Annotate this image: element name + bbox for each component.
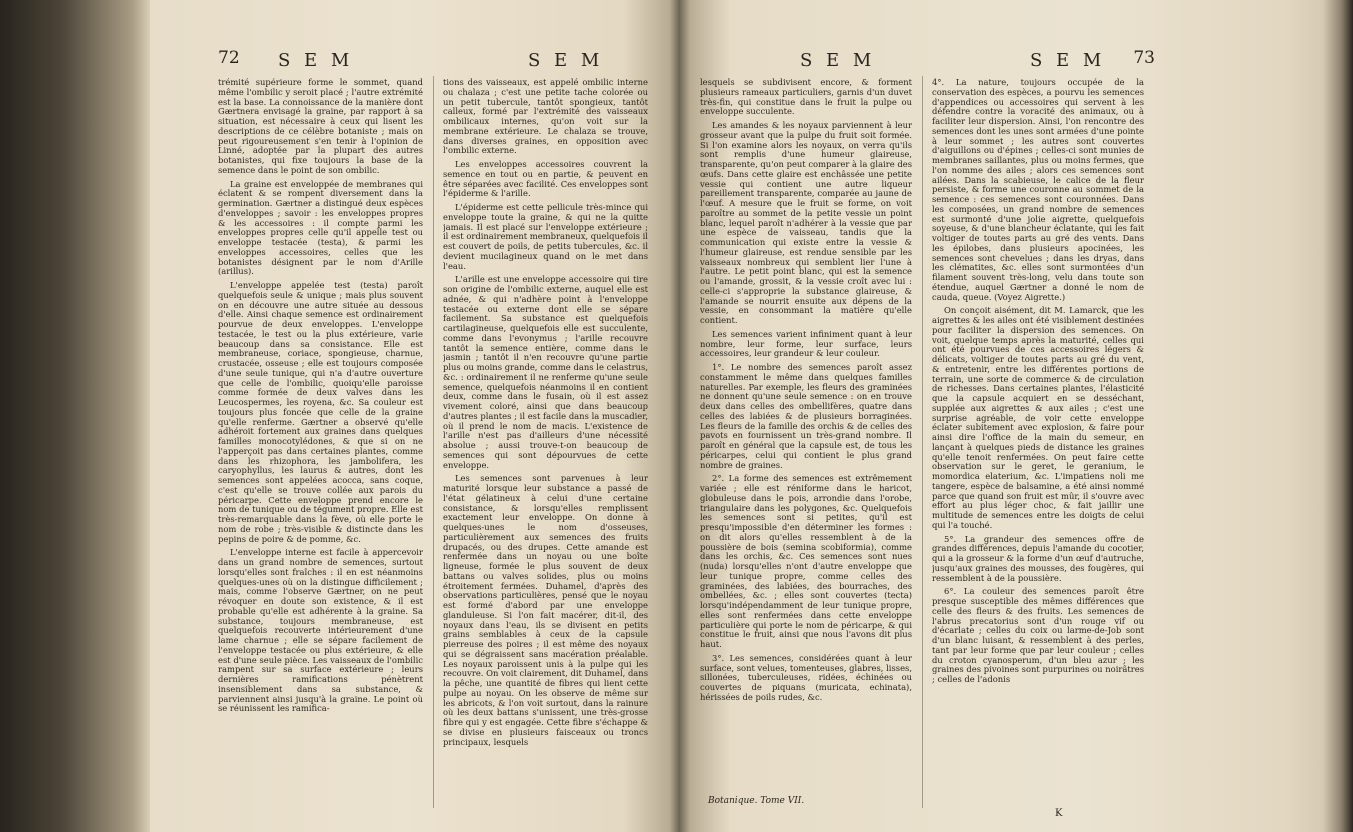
paragraph: 1°. Le nombre des semences paroît assez constamment le même dans quelques familles naturelles. Par exemple, les fleurs des graminées ne donnent qu'une seule semence : on en trouve deux dans celles des ombellifères, quatre dans celles des labiées & de plusieurs borraginées. Les fleurs de la famille des orchis & de celles des pavots en fournissent un très-grand nombre. Il paroît en général que la capsule est, de tous les péricarpes, celui qui contient le plus grand nombre de graines. [700, 362, 912, 470]
signature-mark: K [1055, 808, 1063, 819]
text-column [443, 78, 648, 818]
text-column [700, 78, 912, 792]
paragraph: 6°. La couleur des semences paroît être presque susceptible des mêmes différences que celle des fleurs & des fruits. Les semences de l'abrus precatorius sont d'un rouge vif ou d'écarlate ; celles du coix ou larme-de-Job sont d'un blanc luisant, & ressemblent à des perles, tant par leur forme que par leur couleur ; celles du croton cyanosperum, d'un bleu azur ; les graines des pivoines sont purpurines ou noirâtres ; celles de l'adonis [932, 586, 1144, 684]
running-head-title: S E M [800, 50, 876, 71]
paragraph: Les amandes & les noyaux parviennent à leur grosseur avant que la pulpe du fruit soit formée. Si l'on examine alors les noyaux, on verra qu'ils sont remplis d'une humeur glaireuse, transparente, qu'on peut comparer à la glaire des œufs. Dans cette glaire est enchâssée une petite vessie qui contient une autre liqueur pareillement transparente, comparée au jaune de l'œuf. A mesure que le fruit se forme, on voit paroître au sommet de la petite vessie un point blanc, lequel paroît n'adhérer à la vessie que par une espèce de vaisseau, tandis que la communication qui existe entre la vessie & l'humeur glaireuse, est rendue sensible par les vaisseaux nombreux qui semblent lier l'une à l'autre. Le petit point blanc, qui est la semence ou l'amande, grossit, & la vessie croît avec lui : celle-ci s'approprie la substance glaireuse, & l'amande se nourrit ensuite aux dépens de la vessie, en consommant la matière qu'elle contient. [700, 120, 912, 325]
book-edge-right [1323, 0, 1353, 832]
paragraph: trémité supérieure forme le sommet, quand même l'ombilic y seroit placé ; l'autre extrémité est la base. La connoissance de la manière dont Gærtnera envisagé la graine, par rapport à sa situation, est nécessaire à ceux qui lisent les descriptions de ce célèbre botaniste ; mais on peut rigoureusement s'en tenir à l'opinion de Linné, adoptée par la plupart des autres botanistes, qui fixe toujours la base de la semence dans le point de son ombilic. [218, 78, 423, 175]
paragraph: L'arille est une enveloppe accessoire qui tire son origine de l'ombilic externe, auquel elle est adnée, & qui n'adhère point à l'enveloppe testacée ou externe dont elle se sépare facilement. Sa substance est quelquefois cartilagineuse, quelquefois elle est succulente, comme dans l'evonymus ; l'arille recouvre tantôt la semence entière, comme dans le jasmin ; tantôt il n'en recouvre qu'une partie plus ou moins grande, comme dans le celastrus, &c. : ordinairement il ne renferme qu'une seule semence, quelquefois néanmoins il en contient deux, comme dans le fusain, où il est assez vivement coloré, ainsi que dans beaucoup d'autres plantes ; il est facile dans la muscadier, où il prend le nom de macis. L'existence de l'arille n'est pas d'ailleurs d'une nécessité absolue ; aussi trouve-t-on beaucoup de semences qui sont dépourvues de cette enveloppe. [443, 274, 648, 470]
running-head-title: S E M [528, 50, 604, 71]
page-number: 72 [218, 48, 240, 68]
text-column [932, 78, 1144, 804]
right-running-head [700, 48, 1155, 76]
column-rule [433, 76, 434, 808]
text-column [218, 78, 423, 818]
paragraph: 5°. La grandeur des semences offre de grandes différences, depuis l'amande du cocotier, qui a la grosseur & la forme d'un œuf d'autruche, jusqu'aux graines des mousses, des fougères, qui ressemblent à de la poussière. [932, 533, 1144, 583]
paragraph: L'épiderme est cette pellicule très-mince qui enveloppe toute la graine, & qui ne la quitte jamais. Il est placé sur l'enveloppe extérieure ; il est ordinairement membraneux, quelquefois il est couvert de poils, de petits tubercules, &c. il devient mucilagineux quand on le met dans l'eau. [443, 202, 648, 271]
paragraph: Les enveloppes accessoires couvrent la semence en tout ou en partie, & peuvent en être séparées avec facilité. Ces enveloppes sont l'épiderme & l'arille. [443, 159, 648, 199]
paragraph: tions des vaisseaux, est appelé ombilic interne ou chalaza ; c'est une petite tache colorée ou un petit tubercule, tantôt spongieux, tantôt calleux, formé par l'extrémité des vaisseaux ombilicaux internes, qu'on voit sur la membrane extérieure. Le chalaza se trouve, dans diverses graines, en opposition avec l'ombilic externe. [443, 78, 648, 156]
page-footer: Botanique. Tome VII. [708, 796, 805, 806]
paragraph: 4°. La nature, toujours occupée de la conservation des espèces, a pourvu les semences d'appendices ou accessoires qui servent à les défendre contre la voracité des animaux, ou à faciliter leur dispersion. Ainsi, l'on rencontre des semences dont les unes sont armées d'une pointe à leur sommet ; les autres sont couvertes d'aiguillons ou d'épines ; celles-ci sont munies de membranes saillantes, plus ou moins fermes, que l'on nomme des ailes ; alors ces semences sont ailées. Dans la scabieuse, le calice de la fleur persiste, & forme une couronne au sommet de la semence : ces semences sont couronnées. Dans les composées, un grand nombre de semences est surmonté d'une jolie aigrette, quelquefois soyeuse, & d'une blancheur éclatante, qui les fait voltiger de toutes parts au gré des vents. Dans les épilobes, dans plusieurs apocinées, les semences sont chevelues ; dans les dryas, dans les clématites, &c. elles sont surmontées d'un filament souvent très-long, velu dans toute son étendue, auquel Gærtner a donné le nom de cauda, queue. (Voyez Aigrette.) [932, 78, 1144, 302]
left-running-head [218, 48, 658, 76]
paragraph: On conçoit aisément, dit M. Lamarck, que les aigrettes & les ailes ont été visiblement destinées pour faciliter la dispersion des semences. On voit, quelque temps après la maturité, celles qui ont été pourvues de ces accessoires légers & délicats, voltiger de toutes parts au gré du vent, & entretenir, entre les différentes portions de terrain, une sorte de commerce & de circulation de richesses. Dans certaines plantes, l'élasticité que la capsule acquiert en se desséchant, supplée aux aigrettes & aux ailes ; c'est une surprise agréable, de voir cette enveloppe éclater subitement avec explosion, & faire pour ainsi dire l'office de la main du semeur, en lançant à quelques pieds de distance les graines qu'elle tenoit renfermées. On peut faire cette observation sur le geret, le geranium, le momordica elaterium, &c. L'impatiens noli me tangere, espèce de balsamine, a été ainsi nommé parce que quand son fruit est mûr, il s'ouvre avec effort au plus léger choc, & fait jaillir une multitude de semences entre les doigts de celui qui l'a touché. [932, 305, 1144, 530]
right-page [700, 48, 1155, 818]
paragraph: Les semences sont parvenues à leur maturité lorsque leur substance a passé de l'état gélatineux à celui d'une certaine consistance, & lorsqu'elles remplissent exactement leur enveloppe. On donne à quelques-unes le nom d'osseuses, particulièrement aux semences des fruits drupacés, ou des drupes. Cette amande est renfermée dans un noyau ou une boîte ligneuse, formée le plus souvent de deux battans ou valves solides, plus ou moins étroitement fermées. Duhamel, d'après des observations particulières, pensé que le noyau est formé d'abord par une enveloppe glanduleuse. Si l'on fait macérer, dit-il, des noyaux dans l'eau, ils se divisent en petits grains semblables à ceux de la capsule pierreuse des poires ; il est même des noyaux qui se dégraissent sans macération préalable. Les noyaux paroissent unis à la pulpe qui les recouvre. On voit clairement, dit Duhamel, dans la pêche, une quantité de fibres qui lient cette pulpe au noyau. On les observe de même sur les abricots, & l'on voit surtout, dans la rainure où les deux battans s'unissent, une très-grosse fibre qui y est engagée. Cette fibre s'échappe & se divise en plusieurs faisceaux ou troncs principaux, lesquels [443, 473, 648, 747]
paragraph: L'enveloppe interne est facile à appercevoir dans un grand nombre de semences, surtout lorsqu'elles sont fraîches : il en est néanmoins quelques-unes où on la distingue difficilement ; mais, comme l'observe Gærtner, on ne peut révoquer en doute son existence, & il est probable qu'elle est adhérente à la graine. Sa substance, toujours membraneuse, est quelquefois recouverte intérieurement d'une lame charnue ; elle se sépare facilement de l'enveloppe testacée ou plus extérieure, & elle est d'une seule pièce. Les vaisseaux de l'ombilic rampent sur sa surface extérieure ; leurs dernières ramifications pénètrent insensiblement dans sa substance, & parviennent ainsi jusqu'à la graine. Le point où se réunissent les ramifica- [218, 547, 423, 714]
column-rule [922, 76, 923, 808]
paragraph: La graine est enveloppée de membranes qui éclatent & se rompent diversement dans la germination. Gærtner a distingué deux espèces d'enveloppes ; savoir : les enveloppes propres & les accessoires : il compte parmi les enveloppes propres celle qu'il appelle test ou enveloppe testacée (testa), & parmi les enveloppes accessoires, celles que les botanistes désignent par le nom d'Arille (arillus). [218, 178, 423, 277]
left-page [218, 48, 658, 818]
paragraph: L'enveloppe appelée test (testa) paroît quelquefois seule & unique ; mais plus souvent on en découvre une autre située au dessous d'elle. Ainsi chaque semence est ordinairement pourvue de deux enveloppes. L'enveloppe testacée, le test ou la plus extérieure, varie beaucoup dans sa consistance. Elle est membraneuse, coriace, spongieuse, charnue, crustacée, osseuse ; elle est toujours composée d'une seule tunique, qui n'a d'autre ouverture que celle de l'ombilic, quoiqu'elle paroisse comme formée de deux valves dans les Leucospermes, les royena, &c. Sa couleur est toujours plus foncée que celle de la graine qu'elle renferme. Gærtner a observé qu'elle adhéroit fortement aux graines dans quelques familles monocotylédones, & que si on ne l'apperçoit pas dans certaines plantes, comme dans les rhizophora, les jambolifera, les caryophyllus, les laurus & autres, dont les semences sont appelées acocca, sans coque, c'est qu'elle se trouve collée aux parois du péricarpe. Cette enveloppe prend encore le nom de tunique ou de tégument propre. Elle est très-remarquable dans la fève, où elle porte le nom de robe ; très-visible & distincte dans les pepins de poire & de pomme, &c. [218, 280, 423, 544]
paragraph: Les semences varient infiniment quant à leur nombre, leur forme, leur surface, leurs accessoires, leur grandeur & leur couleur. [700, 328, 912, 359]
paragraph: 3°. Les semences, considérées quant à leur surface, sont velues, tomenteuses, glabres, lisses, sillonées, tuberculeuses, ridées, échinées ou couvertes de piquans (muricata, echinata), hérissées de poils rudes, &c. [700, 652, 912, 702]
paragraph: 2°. La forme des semences est extrêmement variée ; elle est réniforme dans le haricot, globuleuse dans le pois, arrondie dans l'orobe, triangulaire dans les polygones, &c. Quelquefois les semences sont si petites, qu'il est presqu'impossible d'en déterminer les formes : on dit alors qu'elles ressemblent à de la poussière de bois (semina scobiformia), comme dans les orchis, &c. Ces semences sont nues (nuda) lorsqu'elles n'ont d'autre enveloppe que leur tunique propre, comme celles des graminées, des labiées, des bourraches, des ombellées, &c. ; elles sont couvertes (tecta) lorsqu'indépendamment de leur tunique propre, elles sont renfermées dans cette enveloppe particulière qui porte le nom de péricarpe, & qui constitue le fruit, ainsi que nous l'avons dit plus haut. [700, 473, 912, 649]
page-number: 73 [1133, 48, 1155, 68]
running-head-title: S E M [1030, 50, 1106, 71]
book-edge-left [0, 0, 150, 832]
running-head-title: S E M [278, 50, 354, 71]
paragraph: lesquels se subdivisent encore, & forment plusieurs rameaux particuliers, garnis d'un duvet très-fin, qui constitue dans le fruit la pulpe ou enveloppe succulente. [700, 78, 912, 117]
